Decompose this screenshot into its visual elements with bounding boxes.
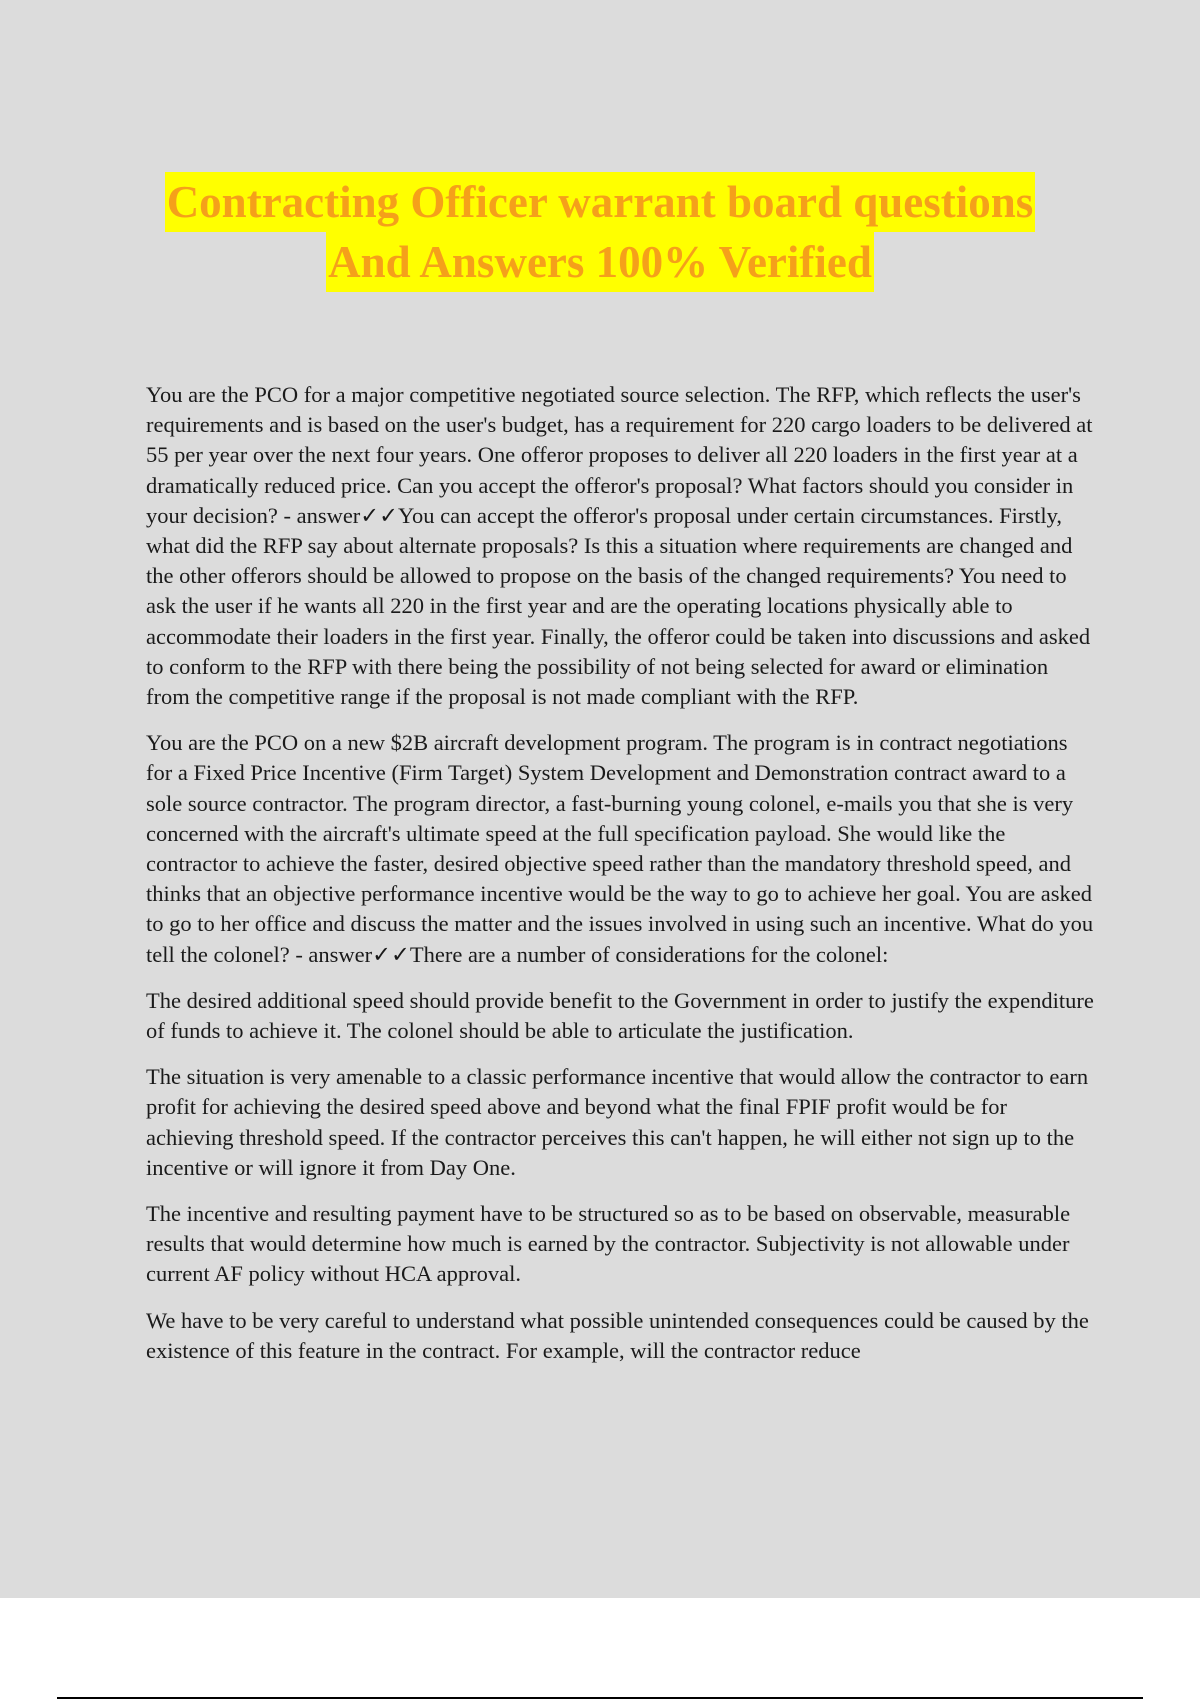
- paragraph-question-2: You are the PCO on a new $2B aircraft development program. The program is in contract negotiations for a Fixed Price Incentive (Firm Target) System Development and Demonstration contract award to a sole source contractor. The program director, a fast-burning young colonel, e-mails you that she is very concerned with the aircraft's ultimate speed at the full specification payload. She would like the contractor to achieve the faster, desired objective speed rather than the mandatory threshold speed, and thinks that an objective performance incentive would be the way to go to achieve her goal. You are asked to go to her office and discuss the matter and the issues involved in using such an incentive. What do you tell the colonel? - answer✓✓There are a number of considerations for the colonel:: [146, 730, 1094, 967]
- paragraph-consideration-1: The desired additional speed should provide benefit to the Government in order to justify the expenditure of funds to achieve it. The colonel should be able to articulate the justification.: [146, 987, 1094, 1044]
- paragraph-question-1: You are the PCO for a major competitive negotiated source selection. The RFP, which reflects the user's requirements and is based on the user's budget, has a requirement for 220 cargo loaders to be delivered at 55 per year over the next four years. One offeror proposes to deliver all 220 loaders in the first year at a dramatically reduced price. Can you accept the offeror's proposal? What factors should you consider in your decision? - answer✓✓You can accept the offeror's proposal under certain circumstances. Firstly, what did the RFP say about alternate proposals? Is this a situation where requirements are changed and the other offerors should be allowed to propose on the basis of the changed requirements? You need to ask the user if he wants all 220 in the first year and are the operating locations physically able to accommodate their loaders in the first year. Finally, the offeror could be taken into discussions and asked to conform to the RFP with there being the possibility of not being selected for award or elimination from the competitive range if the proposal is not made compliant with the RFP.: [146, 382, 1093, 710]
- paragraph-consideration-2: The situation is very amenable to a classic performance incentive that would allow the contractor to earn profit for achieving the desired speed above and beyond what the final FPIF profit would be for achieving threshold speed. If the contractor perceives this can't happen, he will either not sign up to the incentive or will ignore it from Day One.: [146, 1064, 1089, 1180]
- document-title: [0, 172, 1200, 292]
- title-line-1: Contracting Officer warrant board questions: [165, 172, 1036, 232]
- document-body: [146, 380, 1096, 1382]
- paragraph-consideration-4: We have to be very careful to understand what possible unintended consequences could be caused by the existence of this feature in the contract. For example, will the contractor reduce: [146, 1307, 1089, 1363]
- paragraph-consideration-3: The incentive and resulting payment have to be structured so as to be based on observable, measurable results that would determine how much is earned by the contractor. Subjectivity is not allowable under current AF policy without HCA approval.: [146, 1201, 1071, 1287]
- page-divider: [57, 1697, 1143, 1699]
- title-line-2: And Answers 100% Verified: [326, 232, 874, 292]
